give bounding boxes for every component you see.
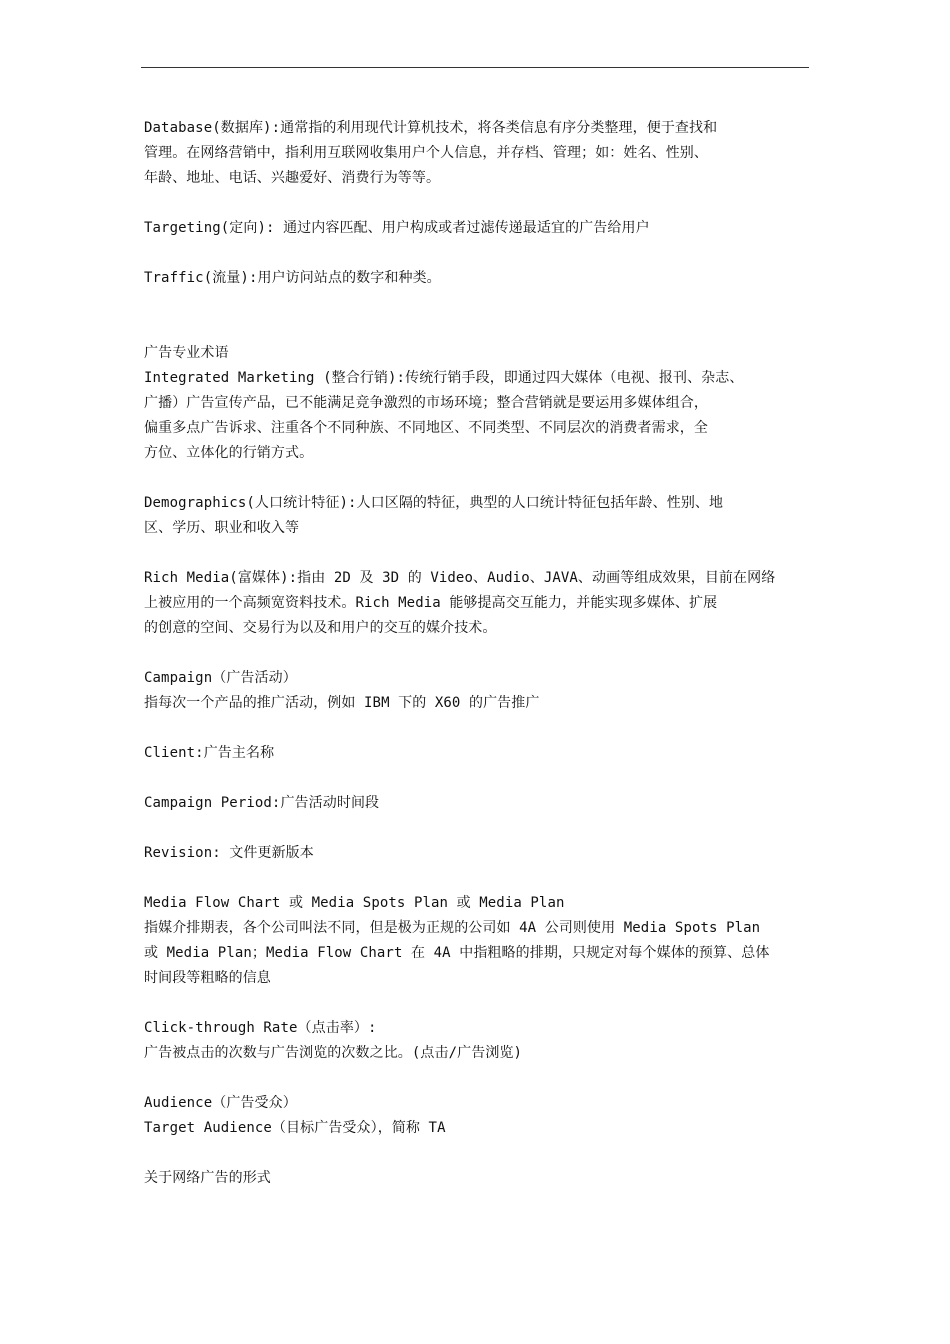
text-line: Target Audience（目标广告受众），简称 TA	[144, 1120, 446, 1136]
paragraph-ad-formats	[144, 1166, 810, 1191]
text-line: 年龄、地址、电话、兴趣爱好、消费行为等等。	[144, 170, 441, 186]
text-line: Audience（广告受众）	[144, 1095, 297, 1111]
paragraph-database	[144, 116, 810, 191]
paragraph-client	[144, 741, 810, 766]
paragraph-click-through-rate	[144, 1016, 810, 1066]
text-line: 上被应用的一个高频宽资料技术。Rich Media 能够提高交互能力，并能实现多媒体、扩展	[144, 595, 718, 611]
text-line: Revision: 文件更新版本	[144, 845, 314, 861]
text-line: 管理。在网络营销中，指利用互联网收集用户个人信息，并存档、管理；如：姓名、性别、	[144, 145, 708, 161]
document-body	[144, 116, 810, 1191]
paragraph-integrated-marketing	[144, 341, 810, 466]
text-line: 时间段等粗略的信息	[144, 970, 271, 986]
section-heading: 关于网络广告的形式	[144, 1170, 271, 1186]
text-line: Integrated Marketing (整合行销):传统行销手段，即通过四大媒体（电视、报刊、杂志、	[144, 370, 744, 386]
text-line: Database(数据库):通常指的利用现代计算机技术，将各类信息有序分类整理，便于查找和	[144, 120, 718, 136]
text-line: 广播）广告宣传产品，已不能满足竞争激烈的市场环境；整合营销就是要运用多媒体组合，	[144, 395, 708, 411]
paragraph-revision	[144, 841, 810, 866]
section-heading: 广告专业术语	[144, 345, 229, 361]
paragraph-demographics	[144, 491, 810, 541]
text-line: 广告被点击的次数与广告浏览的次数之比。(点击/广告浏览)	[144, 1045, 523, 1061]
text-line: 指每次一个产品的推广活动，例如 IBM 下的 X60 的广告推广	[144, 695, 540, 711]
text-line: 区、学历、职业和收入等	[144, 520, 300, 536]
paragraph-traffic	[144, 266, 810, 291]
text-line: Campaign（广告活动）	[144, 670, 297, 686]
paragraph-targeting	[144, 216, 810, 241]
text-line: 或 Media Plan；Media Flow Chart 在 4A 中指粗略的排期，只规定对每个媒体的预算、总体	[144, 945, 770, 961]
paragraph-campaign	[144, 666, 810, 716]
paragraph-audience	[144, 1091, 810, 1141]
text-line: Click-through Rate（点击率）:	[144, 1020, 377, 1036]
text-line: 指媒介排期表，各个公司叫法不同，但是极为正规的公司如 4A 公司则使用 Media Spots Plan	[144, 920, 761, 936]
text-line: 的创意的空间、交易行为以及和用户的交互的媒介技术。	[144, 620, 497, 636]
text-line: Media Flow Chart 或 Media Spots Plan 或 Media Plan	[144, 895, 565, 911]
paragraph-rich-media	[144, 566, 810, 641]
text-line: Targeting(定向): 通过内容匹配、用户构成或者过滤传递最适宜的广告给用户	[144, 220, 650, 236]
paragraph-campaign-period	[144, 791, 810, 816]
text-line: Demographics(人口统计特征):人口区隔的特征，典型的人口统计特征包括年龄、性别、地	[144, 495, 724, 511]
text-line: Campaign Period:广告活动时间段	[144, 795, 380, 811]
text-line: Rich Media(富媒体):指由 2D 及 3D 的 Video、Audio、JAVA、动画等组成效果，目前在网络	[144, 570, 776, 586]
header-rule	[141, 67, 809, 68]
text-line: Client:广告主名称	[144, 745, 275, 761]
text-line: 偏重多点广告诉求、注重各个不同种族、不同地区、不同类型、不同层次的消费者需求，全	[144, 420, 708, 436]
text-line: 方位、立体化的行销方式。	[144, 445, 314, 461]
text-line: Traffic(流量):用户访问站点的数字和种类。	[144, 270, 441, 286]
paragraph-media-plan	[144, 891, 810, 991]
